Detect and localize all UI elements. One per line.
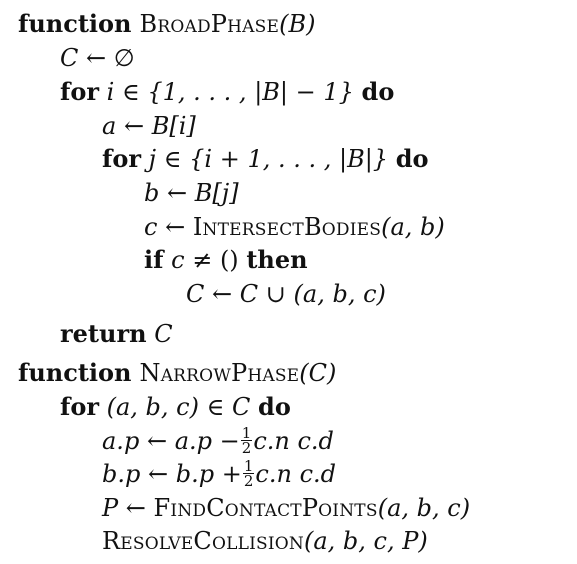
func-name-broadphase: BroadPhase bbox=[139, 10, 280, 38]
arrow-symbol: ← bbox=[86, 44, 107, 72]
kw-do: do bbox=[361, 77, 395, 106]
line-for-j bbox=[102, 142, 429, 176]
call-intersect-bodies: IntersectBodies bbox=[192, 213, 382, 241]
fraction-denominator: 2 bbox=[243, 472, 254, 490]
line-init-c bbox=[60, 41, 135, 75]
var-j: j bbox=[148, 145, 157, 173]
expr-b-p: b.p bbox=[102, 460, 141, 488]
arrow-symbol: ← bbox=[123, 112, 145, 140]
line-update-bp bbox=[102, 457, 336, 491]
var-c-lower: c bbox=[171, 246, 185, 274]
var-i: i bbox=[106, 78, 115, 106]
neq-symbol: ≠ bbox=[192, 246, 213, 274]
kw-then: then bbox=[246, 245, 308, 274]
func-name-narrowphase: NarrowPhase bbox=[139, 359, 300, 387]
line-intersect bbox=[144, 210, 445, 244]
args-intersect: (a, b) bbox=[381, 213, 445, 241]
expr-b-p: b.p bbox=[175, 460, 215, 488]
set-j-range: {i + 1, . . . , |B|} bbox=[189, 145, 389, 173]
expr-b-j: B[j] bbox=[194, 179, 239, 207]
fraction-denominator: 2 bbox=[241, 439, 252, 457]
tuple-abc: (a, b, c) bbox=[293, 280, 386, 308]
fraction-half bbox=[241, 426, 253, 455]
fraction-numerator: 1 bbox=[241, 424, 252, 442]
emptyset-symbol: ∅ bbox=[113, 44, 135, 72]
line-for-i bbox=[60, 75, 394, 109]
call-resolve-collision: ResolveCollision bbox=[102, 527, 304, 555]
expr-a-p: a.p bbox=[102, 427, 140, 455]
kw-return: return bbox=[60, 319, 147, 348]
kw-if: if bbox=[144, 245, 164, 274]
var-p: P bbox=[102, 494, 119, 522]
line-union bbox=[186, 277, 386, 311]
fraction-numerator: 1 bbox=[243, 457, 254, 475]
var-c: C bbox=[239, 280, 259, 308]
var-c: C bbox=[232, 393, 251, 421]
var-c-lower: c bbox=[144, 213, 158, 241]
cup-symbol: ∪ bbox=[265, 280, 286, 308]
var-c: C bbox=[154, 320, 173, 348]
line-update-ap bbox=[102, 424, 334, 458]
kw-for: for bbox=[60, 392, 99, 421]
arrow-symbol: ← bbox=[125, 494, 146, 522]
line-narrowphase-header bbox=[18, 356, 336, 390]
func-args-narrowphase: (C) bbox=[299, 359, 337, 387]
kw-for: for bbox=[60, 77, 99, 106]
set-i-range: {1, . . . , |B| − 1} bbox=[147, 78, 354, 106]
line-return bbox=[60, 317, 173, 351]
arrow-symbol: ← bbox=[146, 427, 168, 455]
in-symbol: ∈ bbox=[121, 78, 140, 106]
arrow-symbol: ← bbox=[167, 179, 188, 207]
line-if bbox=[144, 243, 308, 277]
fraction-half bbox=[243, 459, 255, 488]
minus-symbol: − bbox=[219, 427, 240, 455]
var-c: C bbox=[60, 44, 79, 72]
arrow-symbol: ← bbox=[165, 213, 186, 241]
args-resolve: (a, b, c, P) bbox=[304, 527, 428, 555]
line-resolve bbox=[102, 524, 428, 558]
tuple-abc: (a, b, c) bbox=[106, 393, 199, 421]
expr-b-i: B[i] bbox=[151, 112, 196, 140]
in-symbol: ∈ bbox=[206, 393, 225, 421]
kw-function: function bbox=[18, 358, 132, 387]
kw-do: do bbox=[395, 144, 429, 173]
args-find-contact: (a, b, c) bbox=[377, 494, 471, 522]
kw-function: function bbox=[18, 9, 132, 38]
line-for-tuple bbox=[60, 390, 291, 424]
arrow-symbol: ← bbox=[212, 280, 233, 308]
expr-cn-cd: c.n c.d bbox=[253, 427, 334, 455]
line-find-contacts bbox=[102, 491, 470, 525]
line-broadphase-header bbox=[18, 7, 315, 41]
var-b: b bbox=[144, 179, 160, 207]
line-assign-a bbox=[102, 109, 196, 143]
kw-do: do bbox=[258, 392, 291, 421]
func-args-broadphase: (B) bbox=[279, 10, 316, 38]
line-assign-b bbox=[144, 176, 239, 210]
plus-symbol: + bbox=[221, 460, 242, 488]
var-a: a bbox=[102, 112, 117, 140]
expr-cn-cd: c.n c.d bbox=[255, 460, 336, 488]
arrow-symbol: ← bbox=[148, 460, 169, 488]
empty-tuple: () bbox=[219, 246, 239, 274]
var-c: C bbox=[186, 280, 205, 308]
expr-a-p: a.p bbox=[174, 427, 213, 455]
kw-for: for bbox=[102, 144, 141, 173]
call-find-contact-points: FindContactPoints bbox=[153, 494, 378, 522]
in-symbol: ∈ bbox=[163, 145, 182, 173]
